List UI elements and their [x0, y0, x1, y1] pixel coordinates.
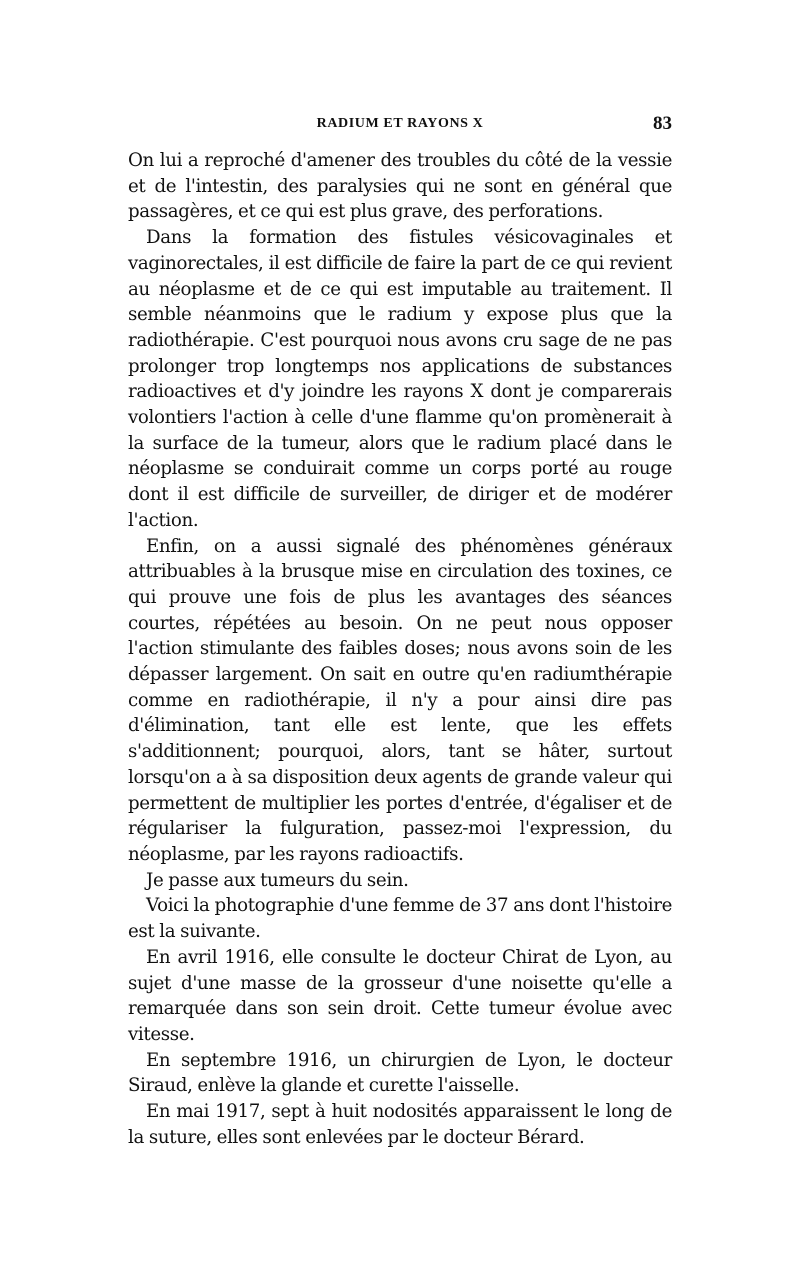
paragraph: Je passe aux tumeurs du sein. [146, 869, 409, 891]
paragraph: Voici la photographie d'une femme de 37 ans dont l'histoire est la suivante. [128, 895, 672, 943]
running-head [128, 113, 672, 138]
paragraph: Dans la formation des fistules vésicovaginales et vaginorectales, il est difficile de faire la part de ce qui revient au néoplasme et de ce qui est imputable au traitement. Il semble néanmoins que le radium y expose plus que la radiothérapie. C'est pourquoi nous avons cru sage de ne pas prolonger trop longtemps nos applications de substances radioactives et d'y joindre les rayons X dont je comparerais volontiers l'action à celle d'une flamme qu'on promènerait à la surface de la tumeur, alors que le radium placé dans le néoplasme se conduirait comme un corps porté au rouge dont il est difficile de surveiller, de diriger et de modérer l'action. [128, 227, 672, 531]
paragraph: On lui a reproché d'amener des troubles du côté de la vessie et de l'intestin, des paralysies qui ne sont en général que passagères, et ce qui est plus grave, des perforations. [128, 150, 672, 223]
page-number: 83 [653, 113, 672, 134]
paragraph: En avril 1916, elle consulte le docteur Chirat de Lyon, au sujet d'une masse de la grosseur d'une noisette qu'elle a remarquée dans son sein droit. Cette tumeur évolue avec vitesse. [128, 946, 672, 1045]
body-text [128, 148, 672, 1150]
running-title: RADIUM ET RAYONS X [316, 116, 484, 131]
paragraph: Enfin, on a aussi signalé des phénomènes généraux attribuables à la brusque mise en circulation des toxines, ce qui prouve une fois de plus les avantages des séances courtes, répétées au besoin. On ne peut nous opposer l'action stimulante des faibles doses; nous avons soin de les dépasser largement. On sait en outre qu'en radiumthérapie comme en radiothérapie, il n'y a pour ainsi dire pas d'élimination, tant elle est lente, que les effets s'additionnent; pourquoi, alors, tant se hâter, surtout lorsqu'on a à sa disposition deux agents de grande valeur qui permettent de multiplier les portes d'entrée, d'égaliser et de régulariser la fulguration, passez-moi l'expression, du néoplasme, par les rayons radioactifs. [128, 535, 672, 865]
paragraph: En mai 1917, sept à huit nodosités apparaissent le long de la suture, elles sont enlevées par le docteur Bérard. [128, 1101, 672, 1148]
paragraph: En septembre 1916, un chirurgien de Lyon, le docteur Siraud, enlève la glande et curette l'aisselle. [128, 1049, 672, 1097]
